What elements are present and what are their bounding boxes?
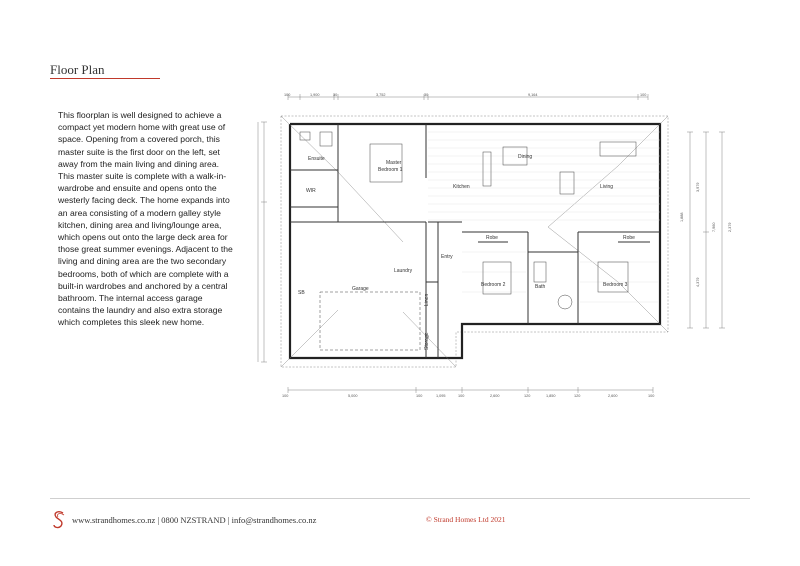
dim-bottom-4: 1,095 (436, 394, 446, 398)
room-label-master: Master (386, 160, 402, 166)
exterior-walls (290, 124, 660, 358)
room-label-bath: Bath (535, 284, 546, 290)
title-underline (50, 78, 160, 79)
room-label-kitchen: Kitchen (453, 184, 470, 190)
dim-right-1: 1,888 (680, 212, 684, 222)
room-label-laundry: Laundry (394, 268, 413, 274)
dimension-labels-bottom (282, 394, 654, 398)
dim-right-3: 4,379 (696, 277, 700, 287)
dimension-lines-left (258, 122, 267, 362)
roof-outline (281, 116, 668, 367)
dim-bottom-6: 2,600 (490, 394, 500, 398)
room-label-sb: SB (298, 290, 305, 296)
bedroom2-bed (483, 262, 511, 294)
dim-bottom-5: 100 (458, 394, 465, 398)
floor-plan-drawing (278, 92, 732, 402)
dim-top-7: 100 (640, 93, 647, 97)
strand-s-logo-icon (52, 510, 66, 530)
room-label-linen: Linen (424, 293, 430, 306)
furniture (300, 132, 636, 350)
dim-right-2: 3,979 (696, 182, 700, 192)
dim-bottom-1: 100 (282, 394, 289, 398)
dim-top-4: 3,752 (376, 93, 386, 97)
dim-right-4: 7,960 (712, 222, 716, 232)
floorplan-description: This floorplan is well designed to achieve a compact yet modern home with great use of space. Opening from a covered porch, this master suite is the first door on the left, set away from the main living and dining area. This master suite is complete with a walk-in-wardrobe and ensuite and opens onto the westerly facing deck. The home expands into an area consisting of a modern galley style kitchen, dining area and living/lounge area, which opens out onto the large deck area for those great summer evenings. Adjacent to the living and dining area are the two secondary bedrooms, both of which are complete with a built-in wardrobes and anchored by a central bathroom. The internal access garage contains the laundry and also extra storage which completes this sleek new home. (58, 110, 233, 328)
room-label-ensuite: Ensuite (308, 156, 325, 162)
room-label-storage: Storage (424, 332, 430, 350)
shower-ensuite (320, 132, 332, 146)
dim-bottom-10: 2,600 (608, 394, 618, 398)
room-label-garage: Garage (352, 286, 369, 292)
kitchen-island (483, 152, 491, 186)
room-label-dining: Dining (518, 154, 533, 160)
dim-top-5: 30 (424, 93, 429, 97)
dim-bottom-11: 100 (648, 394, 655, 398)
room-label-bedroom-2: Bedroom 2 (481, 282, 506, 288)
living-floor-hatch (428, 132, 660, 302)
dimension-lines-right (687, 132, 725, 328)
footer-divider (50, 498, 750, 499)
shower-bath (558, 295, 572, 309)
room-label-robe-2: Robe (623, 235, 635, 241)
car-space (320, 292, 420, 350)
bath-vanity (534, 262, 546, 282)
dimension-lines-top (288, 94, 648, 100)
dimension-lines-bottom (288, 387, 653, 393)
footer-contact: www.strandhomes.co.nz | 0800 NZSTRAND | info@strandhomes.co.nz (72, 515, 317, 525)
dim-top-1: 100 (284, 93, 291, 97)
dim-bottom-2: 5,000 (348, 394, 358, 398)
room-label-entry: Entry (441, 254, 453, 260)
armchair (560, 172, 574, 194)
dim-bottom-9: 120 (574, 394, 581, 398)
dim-right-5: 2,379 (728, 222, 732, 232)
dim-top-6: 9,164 (528, 93, 538, 97)
room-label-living: Living (600, 184, 614, 190)
roof-hip-lines (281, 116, 668, 367)
room-label-bedroom-3: Bedroom 3 (603, 282, 628, 288)
dim-bottom-8: 1,850 (546, 394, 556, 398)
dimension-labels-top (284, 93, 646, 97)
dim-bottom-7: 120 (524, 394, 531, 398)
room-label-wir: WIR (306, 188, 316, 194)
footer-copyright: © Strand Homes Ltd 2021 (426, 515, 506, 524)
dim-top-2: 1,900 (310, 93, 320, 97)
dim-top-3: 30 (333, 93, 338, 97)
room-label-bedroom-1: Bedroom 1 (378, 167, 403, 173)
page-title: Floor Plan (50, 62, 105, 77)
sofa (600, 142, 636, 156)
dim-bottom-3: 100 (416, 394, 423, 398)
room-label-robe-1: Robe (486, 235, 498, 241)
